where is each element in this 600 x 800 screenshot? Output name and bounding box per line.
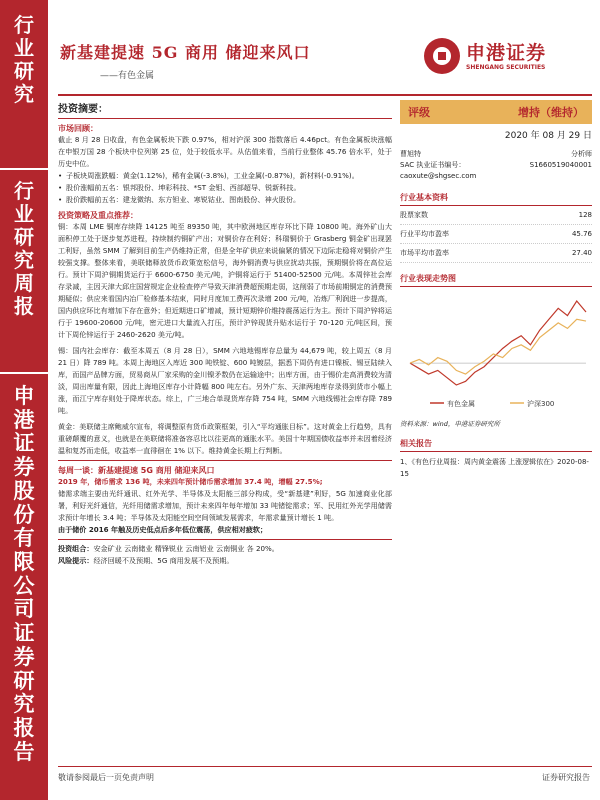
sidebar-char: 究 [14, 82, 34, 106]
report-title: 新基建提速 5G 商用 储迎来风口 [60, 43, 311, 62]
sidebar-char: 券 [13, 454, 35, 480]
sidebar-char: 证 [13, 430, 35, 456]
risk-text: 经济回暖不及预期、5G 商用发展不及预期。 [93, 556, 234, 565]
logo-emblem-icon [422, 36, 462, 76]
sidebar-char: 业 [14, 202, 34, 226]
sidebar-char: 究 [14, 248, 34, 272]
report-subtitle: ——有色金属 [100, 71, 155, 81]
sidebar-char: 限 [13, 549, 35, 575]
market-review-title: 市场回顾： [58, 124, 98, 133]
main-content [58, 100, 392, 567]
sidebar-char: 告 [13, 738, 35, 764]
weekly-paragraph: 储需求端主要由光纤通讯、红外光学、半导体及太阳能三部分构成，受“新基建”利好，5G 加速商业化部署，利好光纤通信，光纤用储需求增加，预计未来四年每年增加 33 吨锗锭需求；军、民用红外光学用储需求预计年增长 3.4 吨；半导体及太阳能空间空间领域发展需求，年需求量预计增长 1 吨。 [58, 489, 392, 522]
sidebar-category-label [0, 14, 48, 106]
chart-source: 资料来源：wind，申港证券研究所 [400, 420, 500, 428]
analyst-name: 曹旭特 [400, 150, 421, 158]
copper-zinc-paragraph: 铜：本周 LME 铜库存续降 14125 吨至 89350 吨，其中欧洲地区库存环比下降 10800 吨。海外矿山大面积停工处于逐步复苏进程，持续制约铜矿产出；对铜价存在利好；科瑞铜价于 Grasberg 铜金矿出现罢工利好，虽然 SMM 了解到目前生产仍维持正常，但是全年矿供应来说偏紧的情况下边际走稳将对铜价产生较强支撑。整体来看，美联储释放货币政策宽松信号，海外铜消费与供应扰动共振，预期铜价将在高位运行。预计下周沪铜期货运行于 6600-6750 美元/吨，沪铜将运行于 51400-52500 元/吨。本周锌社会库存录减，主因天津大邱庄国营规定企业检查停产导致天津消费超预期走弱，这削弱了市场前期铜定的消费预期疑似；供应来看国内冶厂检修基本结束，同时月度加工费再次录增 200 元/吨，冶炼厂利润进一步提高，国内供应环比有增加下存在意外；但近期进口矿增减，预计短期锌价维持震荡运行为主。预计下周沪锌将运行于 19600-20600 元/吨，密元进口大量流入打压，预计沪锌现货升贴水运行于 70-120 元/吨区间，预计下周伦锌运行于 2460-2620 美元/吨。 [58, 222, 392, 339]
sidebar-char: 有 [13, 525, 35, 551]
portfolio-text: 安金矿业 云南储业 精锋锐业 云南铝业 云南铜业 各 20%。 [93, 544, 279, 553]
basic-info-label: 行业平均市盈率 [400, 230, 449, 238]
strategy-title: 投资策略及重点推荐： [58, 211, 138, 220]
legend-label: 有色金属 [447, 400, 475, 408]
basic-info-row [400, 225, 592, 244]
sidebar-char: 研 [13, 667, 35, 693]
divider [58, 460, 392, 461]
sidebar-char: 申 [13, 383, 35, 408]
sidebar-company-label [0, 384, 48, 764]
report-date: 2020 年 08 月 29 日 [504, 131, 592, 141]
basic-info-value: 45.76 [571, 230, 592, 238]
market-bullet: • 子板块周涨跌幅：黄金(1.12%)，稀有金属(-3.8%)，工业金属(-0.87%)，新材料(-0.91%)。 [58, 170, 392, 182]
industry-performance-chart [400, 293, 592, 413]
sidebar-char: 证 [13, 620, 35, 646]
basic-info-row [400, 206, 592, 225]
sidebar-char: 行 [14, 13, 34, 37]
rating-value: 增持（维持） [518, 106, 584, 119]
header-divider [58, 94, 592, 96]
sidebar-char: 股 [13, 477, 35, 503]
chart-series-line [410, 319, 586, 374]
divider [58, 539, 392, 540]
related-report-link[interactable]: 1、《有色行业周报：周内黄金震荡 上涨逻辑依在》2020-08-15 [400, 458, 589, 478]
basic-info-label: 股票家数 [400, 211, 428, 219]
market-review-paragraph: 截止 8 月 28 日收盘，有色金属板块下跌 0.97%，相对沪深 300 指数落后 4.46pct。有色金属板块涨幅在申银万国 28 个板块中位列第 25 位，处于较低水平。从估值来看，当前行业整体 45.76 倍水平，处于历史中位。 [58, 135, 392, 168]
sidebar-char: 研 [14, 59, 34, 83]
analyst-email[interactable]: caoxute@shgsec.com [400, 172, 477, 180]
sidebar-char: 周 [14, 271, 34, 295]
footer [58, 772, 590, 783]
sidebar-char: 份 [13, 501, 35, 527]
sidebar-char: 券 [13, 643, 35, 669]
chart-series-line [410, 301, 586, 385]
market-bullet: • 股价涨幅前五名：银邦股份、坤彩科技、*ST 金钼、西部超导、锐新科技。 [58, 182, 392, 194]
related-reports-title: 相关报告 [400, 438, 592, 452]
analyst-sac-label: SAC 执业证书编号： [400, 161, 466, 169]
rating-label: 评级 [408, 106, 430, 119]
footer-divider [58, 766, 592, 767]
report-header [58, 36, 590, 94]
sidebar-char: 报 [14, 294, 34, 318]
sidebar-char: 港 [13, 406, 35, 432]
gold-paragraph: 黄金：美联储主席鲍威尔宣布，将调整原有货币政策框架，引入“平均通胀目标”。这对黄金上行趋势，具有重磅颠覆的意义，也就是在美联储将准备容忍比以往更高的通胀水平。美国十年期国债收益率并未因着经济温和复苏而走低，收益率一直徘徊在 1% 以下。维持黄金长期上行判断。 [58, 422, 392, 455]
rating-bar [400, 100, 592, 124]
sidebar-char: 报 [13, 715, 35, 741]
risk-label: 风险提示： [58, 556, 94, 565]
footer-report-type: 证券研究报告 [542, 773, 590, 782]
sidebar-report-type-label [0, 180, 48, 318]
basic-info-title: 行业基本资料 [400, 192, 592, 206]
sidebar-char: 行 [14, 179, 34, 203]
sidebar-char: 司 [13, 596, 35, 622]
chart-title: 行业表现走势图 [400, 273, 592, 287]
tin-paragraph: 锡：国内社会库存：截至本周五（8 月 28 日），SMM 六地地锡库存总量为 44,679 吨，较上周五（8 月 21 日）降 789 吨。本周上海地区入库近 300 吨铁锭、600 吨镀层，据悉下周仍有进口镍板、锡豆陆续入库，而国产品牌方面，贸易商从厂家采购的金川镍矛数仍在运输途中；出库方面，由于锡价走高消费较为清淡，周出库量有限，因此上海地区库存小计降幅 800 吨左右。另外广东、天津两地库存录得到货市小幅上涨，而江宁库存则处于降库状态。综上，广三地合单现货库存降 754 吨，SMM 六地线锡社会库存降 789 吨。 [58, 346, 392, 415]
logo-english-text: SHENGANG SECURITIES [466, 64, 546, 71]
sidebar-divider [0, 168, 48, 170]
analyst-sac-code: S1660519040001 [529, 161, 592, 169]
sidebar-char: 究 [13, 691, 35, 717]
sidebar-char: 业 [14, 36, 34, 60]
analyst-info [400, 149, 592, 182]
right-panel [400, 100, 592, 480]
basic-info-table [400, 206, 592, 263]
legend-label: 沪深300 [527, 400, 555, 408]
weekly-topic-title: 每周一谈：新基建提速 5G 商用 储迎来风口 [58, 466, 215, 475]
divider [58, 118, 392, 119]
basic-info-row [400, 244, 592, 263]
basic-info-value: 128 [578, 211, 592, 219]
summary-heading: 投资摘要： [58, 104, 108, 115]
analyst-role: 分析师 [571, 150, 592, 158]
sidebar-char: 研 [14, 225, 34, 249]
sidebar-char: 公 [13, 572, 35, 598]
disclaimer-note: 敬请参阅最后一页免责声明 [58, 773, 154, 782]
portfolio-label: 投资组合： [58, 544, 94, 553]
basic-info-label: 市场平均市盈率 [400, 249, 449, 257]
sidebar-divider [0, 372, 48, 374]
weekly-tail-text: 由于储价 2016 年触及历史低点后多年低位震荡，供应相对疲软； [58, 525, 268, 534]
market-bullet: • 股价跌幅前五名：建龙微纳、东方钽业、寒锐钴业、图南股份、神火股份。 [58, 194, 392, 206]
weekly-lead-text: 2019 年，储币需求 136 吨，未来四年预计储币需求增加 37.4 吨，增幅 27.5%; [58, 477, 323, 486]
logo-text: 申港证券 [466, 42, 547, 64]
company-logo [422, 36, 582, 80]
basic-info-value: 27.40 [571, 249, 592, 257]
